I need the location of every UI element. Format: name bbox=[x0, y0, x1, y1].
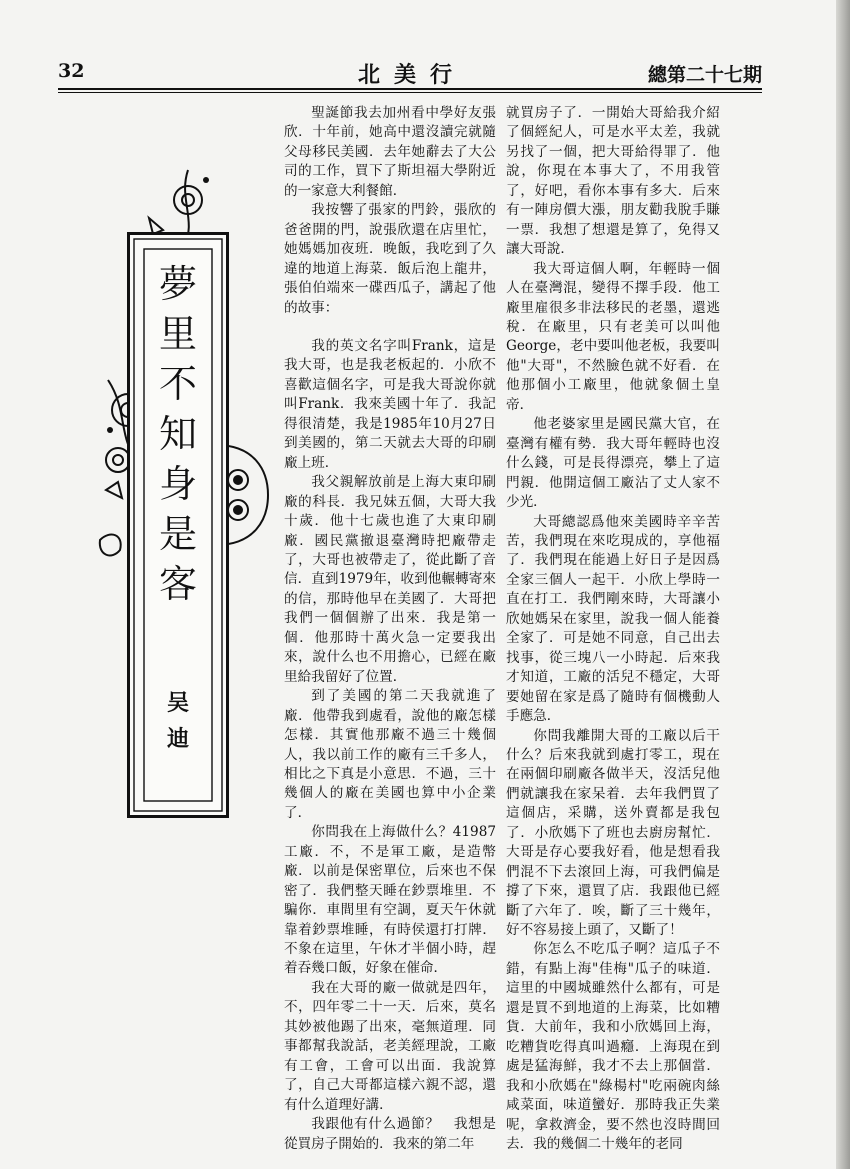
page-header bbox=[58, 58, 762, 86]
title-char: 里 bbox=[158, 312, 197, 356]
paragraph: 你怎么不吃瓜子啊？這瓜子不錯，有點上海"佳梅"瓜子的味道．這里的中國城雖然什么都有，可是還是買不到地道的上海菜，比如糟貨．大前年，我和小欣媽回上海，吃糟貨吃得真叫過癮．上海現在到處是猛海鮮，我才不去上那個當．我和小欣媽在"綠楊村"吃兩碗肉絲咸菜面，味道蠻好．那時我正失業呢，拿救濟金，要不然也沒時間回去．我的幾個二十幾年的老同 bbox=[506, 941, 720, 1153]
paragraph: 聖誕節我去加州看中學好友張欣．十年前，她高中還沒讀完就隨父母移民美國．去年她辭去了大公司的工作，買下了斯坦福大學附近的一家意大利餐館． bbox=[284, 105, 496, 199]
paragraph: 我跟他有什么過節？ 我想是從買房子開始的．我來的第二年 bbox=[284, 1116, 496, 1152]
title-char: 是 bbox=[158, 512, 197, 556]
paragraph: 我在大哥的廠一做就是四年，不，四年零二十一天．后來，莫名其妙被他踢了出來，毫無道理．同事都幫我說話，老美經理說，工廠有工會，工會可以出面．我說算了，自己大哥都這樣六親不認，還有什么道理好講． bbox=[284, 979, 496, 1113]
title-char: 身 bbox=[158, 462, 197, 506]
paragraph: 我的英文名字叫Frank，這是我大哥，也是我老板起的．小欣不喜歡這個名字，可是我大哥說你就叫Frank．我來美國十年了．我記得很清楚，我是1985年10月27日到美國的，第二天就去大哥的印刷廠上班． bbox=[284, 337, 496, 471]
paragraph: 你問我在上海做什么？41987工廠．不，不是軍工廠，是造幣廠．以前是保密單位，后來也不保密了．我們整天睡在鈔票堆里．不騙你．車間里有空調，夏天午休就靠着鈔票堆睡，有時侯還打打牌．不象在這里，午休才半個小時，趕着吞幾口飯，好象在催命． bbox=[284, 824, 496, 977]
header-rule-thin bbox=[58, 92, 762, 93]
paragraph: 就買房子了．一開始大哥給我介紹了個經紀人，可是水平太差，我就另找了一個，把大哥給得罪了．他說，你現在本事大了，不用我管了，好吧，看你本事有多大．后來有一陣房價大漲，朋友勸我脫手賺一票．我想了想還是算了，免得又讓大哥說． bbox=[506, 105, 720, 258]
article-title bbox=[154, 259, 202, 609]
article-author bbox=[160, 685, 196, 757]
magazine-title: 北美行 bbox=[358, 62, 467, 88]
title-char: 客 bbox=[158, 562, 197, 606]
page-number: 32 bbox=[58, 60, 85, 82]
paragraph: 你問我離開大哥的工廠以后干什么？后來我就到處打零工，現在在兩個印刷廠各做半天，沒活兒他們就讓我在家呆着．去年我們買了這個店，采購，送外賣都是我包了．小欣媽下了班也去廚房幫忙．大哥是存心要我好看，他是想看我們混不下去滾回上海，可我們偏是撐了下來，還買了店．我跟他已經斷了六年了．唉，斷了三十幾年，好不容易接上頭了，又斷了！ bbox=[506, 727, 720, 939]
author-char: 吴 bbox=[166, 690, 189, 716]
header-rule bbox=[58, 88, 762, 90]
title-char: 不 bbox=[158, 362, 197, 406]
title-char: 知 bbox=[158, 412, 197, 456]
paragraph: 我父親解放前是上海大東印刷廠的科長．我兄妹五個，大哥大我十歲．他十七歲也進了大東印刷廠．國民黨撤退臺灣時把廠帶走了，大哥也被帶走了，從此斷了音信．直到1979年，收到他輾轉寄來的信，那時他早在美國了．大哥把我們一個個辦了出來．我是第一個．他那時十萬火急一定要我出來，說什么也不用擔心，已經在廠里給我留好了位置． bbox=[284, 474, 496, 685]
text-column-1 bbox=[284, 104, 496, 1154]
paragraph: 我大哥這個人啊，年輕時一個人在臺灣混，變得不擇手段．他工廠里雇很多非法移民的老墨，還逃稅．在廠里，只有老美可以叫他George，老中要叫他老板，我要叫他"大哥"，不然臉色就不好看．在他那個小工廠里，他就象個土皇帝． bbox=[506, 260, 720, 413]
issue-number: 總第二十七期 bbox=[647, 64, 762, 86]
article-title-panel bbox=[127, 232, 229, 818]
page-edge-shadow bbox=[836, 0, 850, 1169]
paragraph: 他老婆家里是國民黨大官，在臺灣有權有勢．我大哥年輕時也沒什么錢，可是長得漂亮，攀上了這門親．他開這個工廠沾了丈人家不少光． bbox=[506, 416, 720, 511]
title-char: 夢 bbox=[158, 262, 197, 306]
author-char: 迪 bbox=[166, 726, 189, 752]
paragraph: 到了美國的第二天我就進了廠．他帶我到處看，說他的廠怎樣怎樣．其實他那廠不過三十幾個人，我以前工作的廠有三千多人，相比之下真是小意思．不過，三十幾個人的廠在美國也算中小企業了． bbox=[284, 688, 496, 821]
paragraph: 我按響了張家的門鈴，張欣的爸爸開的門，說張欣還在店里忙，她媽媽加夜班．晚飯，我吃到了久違的地道上海菜．飯后泡上龍井，張伯伯端來一碟西瓜子，講起了他的故事： bbox=[284, 202, 496, 316]
text-column-2 bbox=[506, 104, 720, 1154]
paragraph: 大哥總認爲他來美國時辛辛苦苦，我們現在來吃現成的，享他福了．我們現在能過上好日子是因爲全家三個人一起干．小欣上學時一直在打工．我們剛來時，大哥讓小欣她媽呆在家里，說我一個人能養全家了．可是她不同意，自己出去找事，從三塊八一小時起．后來我才知道，工廠的活兒不穩定，大哥要她留在家是爲了隨時有個機動人手應急． bbox=[506, 513, 720, 725]
